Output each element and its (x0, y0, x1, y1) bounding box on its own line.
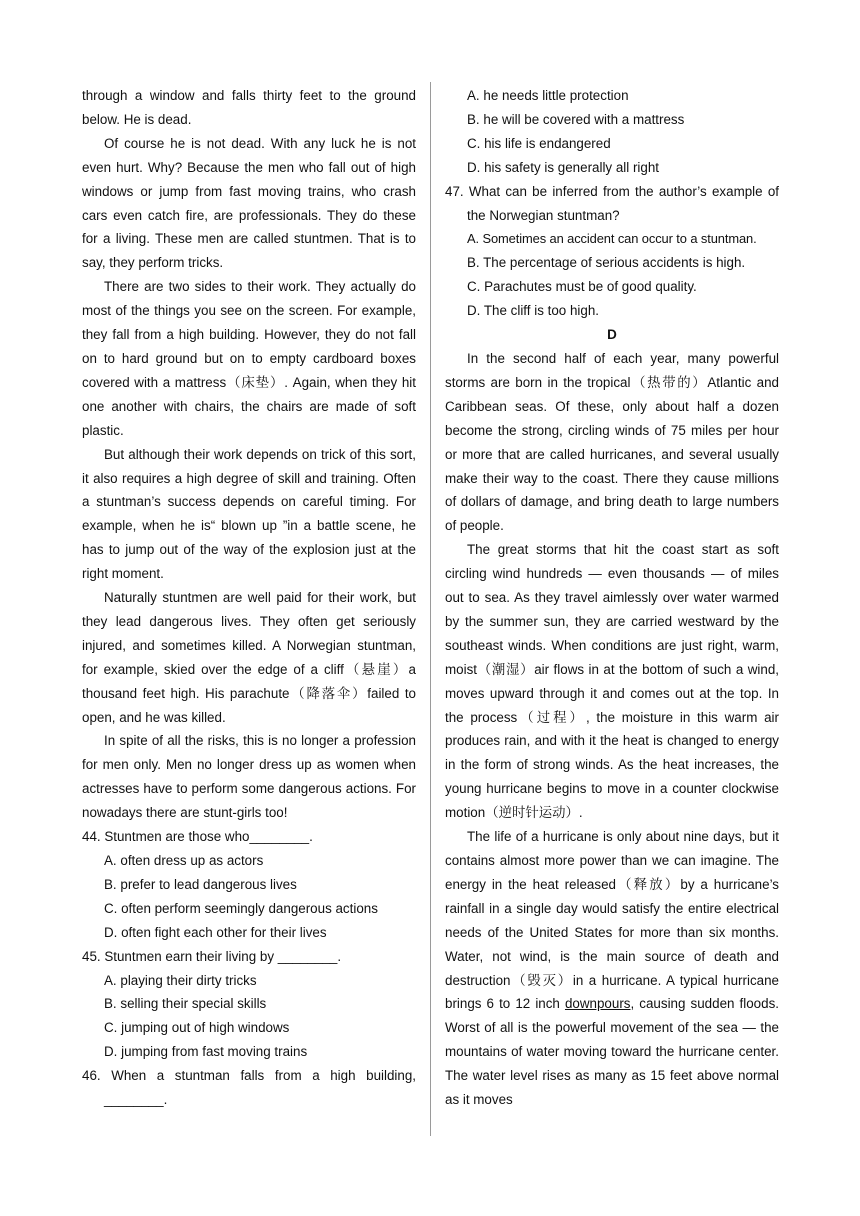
passage-d-paragraph-3-text-a: The life of a hurricane is only about nine days, but it contains almost more power than we can imagine. The energy in the heat released（释放）by a hurricane’s rainfall in a single day would satisfy the entire electrical needs of the United States for more than six months. Water, not wind, is the main source of death and destruction（毁灭）in a hurricane. A typical hurricane brings 6 to 12 inch (445, 829, 779, 1012)
question-44-option-d: D. often fight each other for their lives (104, 924, 327, 940)
question-44-option-a: A. often dress up as actors (104, 853, 264, 868)
question-47-option-d: D. The cliff is too high. (467, 303, 599, 319)
passage-c-paragraph-6: In spite of all the risks, this is no longer a profession for men only. Men no longer dress up as women when actresses have to perform some dangerous actions. For nowadays there are stunt-girls too! (82, 733, 416, 821)
passage-c-paragraph-3: There are two sides to their work. They actually do most of the things you see on the screen. For example, they fall from a high building. However, they do not fall on to hard ground but on to empty cardboard boxes covered with a mattress（床垫）. Again, when they hit one another with chairs, the chairs are made of soft plastic. (82, 279, 416, 438)
passage-c-paragraph-1: through a window and falls thirty feet to the ground below. He is dead. (82, 88, 416, 127)
underlined-word-downpours: downpours (564, 996, 631, 1012)
passage-c-paragraph-2: Of course he is not dead. With any luck he is not even hurt. Why? Because the men who fall out of high windows or jump from fast moving trains, who crash cars even catch fire, are professionals. They do these for a living. These men are called stuntmen. That is to say, they perform tricks. (82, 135, 416, 271)
passage-d-paragraph-1: In the second half of each year, many powerful storms are born in the tropical（热带的）Atlantic and Caribbean seas. Of these, only about half a dozen become the strong, circling winds of 75 miles per hour or more that are called hurricanes, and several usually make their way to the coast. There they cause millions of dollars of damage, and bring death to large numbers of people. (445, 350, 779, 534)
passage-d-paragraph-3 (445, 825, 779, 1112)
column-divider (430, 82, 431, 1136)
question-44-option-c: C. often perform seemingly dangerous actions (104, 900, 378, 916)
question-47-option-c: C. Parachutes must be of good quality. (467, 279, 697, 295)
question-46-option-c: C. his life is endangered (467, 135, 611, 151)
question-46-option-d: D. his safety is generally all right (467, 159, 660, 175)
question-47-option-b: B. The percentage of serious accidents is high. (467, 255, 746, 271)
passage-d-paragraph-3-text-b: , causing sudden floods. Worst of all is the powerful movement of the sea — the mountains of water moving toward the hurricane center. The water level rises as many as 15 feet above normal as it moves (445, 996, 779, 1108)
question-46-option-a: A. he needs little protection (467, 88, 629, 103)
right-column (445, 84, 779, 1112)
question-45-option-d: D. jumping from fast moving trains (104, 1044, 308, 1060)
question-45-option-c: C. jumping out of high windows (104, 1020, 290, 1036)
question-45-stem: 45. Stuntmen earn their living by ________. (82, 948, 342, 964)
question-45-option-a: A. playing their dirty tricks (104, 972, 257, 988)
question-45-option-b: B. selling their special skills (104, 996, 267, 1012)
question-47-stem: 47. What can be inferred from the author’s example of the Norwegian stuntman? (445, 183, 779, 223)
passage-c-paragraph-5: Naturally stuntmen are well paid for their work, but they lead dangerous lives. They often get seriously injured, and sometimes killed. A Norwegian stuntman, for example, skied over the edge of a cliff（悬崖）a thousand feet high. His parachute（降落伞）failed to open, and he was killed. (82, 590, 416, 725)
passage-d-paragraph-2: The great storms that hit the coast start as soft circling wind hundreds — even thousands — of miles out to sea. As they travel aimlessly over water warmed by the summer sun, they are carried westward by the southeast winds. When conditions are just right, warm, moist（潮湿）air flows in at the bottom of such a wind, moves upward through it and comes out at the top. In the process（过程）, the moisture in this warm air produces rain, and with it the heat is changed to energy in the form of strong winds. As the heat increases, the young hurricane begins to move in a counter clockwise motion（逆时针运动）. (445, 542, 779, 821)
left-column (82, 84, 416, 1112)
question-47-option-a: A. Sometimes an accident can occur to a stuntman. (467, 231, 757, 247)
question-46-option-b: B. he will be covered with a mattress (467, 111, 685, 127)
passage-d-heading: D (607, 327, 617, 343)
question-44-option-b: B. prefer to lead dangerous lives (104, 876, 297, 892)
question-46-stem: 46. When a stuntman falls from a high building, ________. (82, 1068, 416, 1108)
passage-c-paragraph-4: But although their work depends on trick of this sort, it also requires a high degree of skill and training. Often a stuntman’s success depends on careful timing. For example, when he is“ blown up ”in a battle scene, he has to jump out of the way of the explosion just at the right moment. (82, 446, 416, 582)
question-44-stem: 44. Stuntmen are those who________. (82, 829, 313, 845)
